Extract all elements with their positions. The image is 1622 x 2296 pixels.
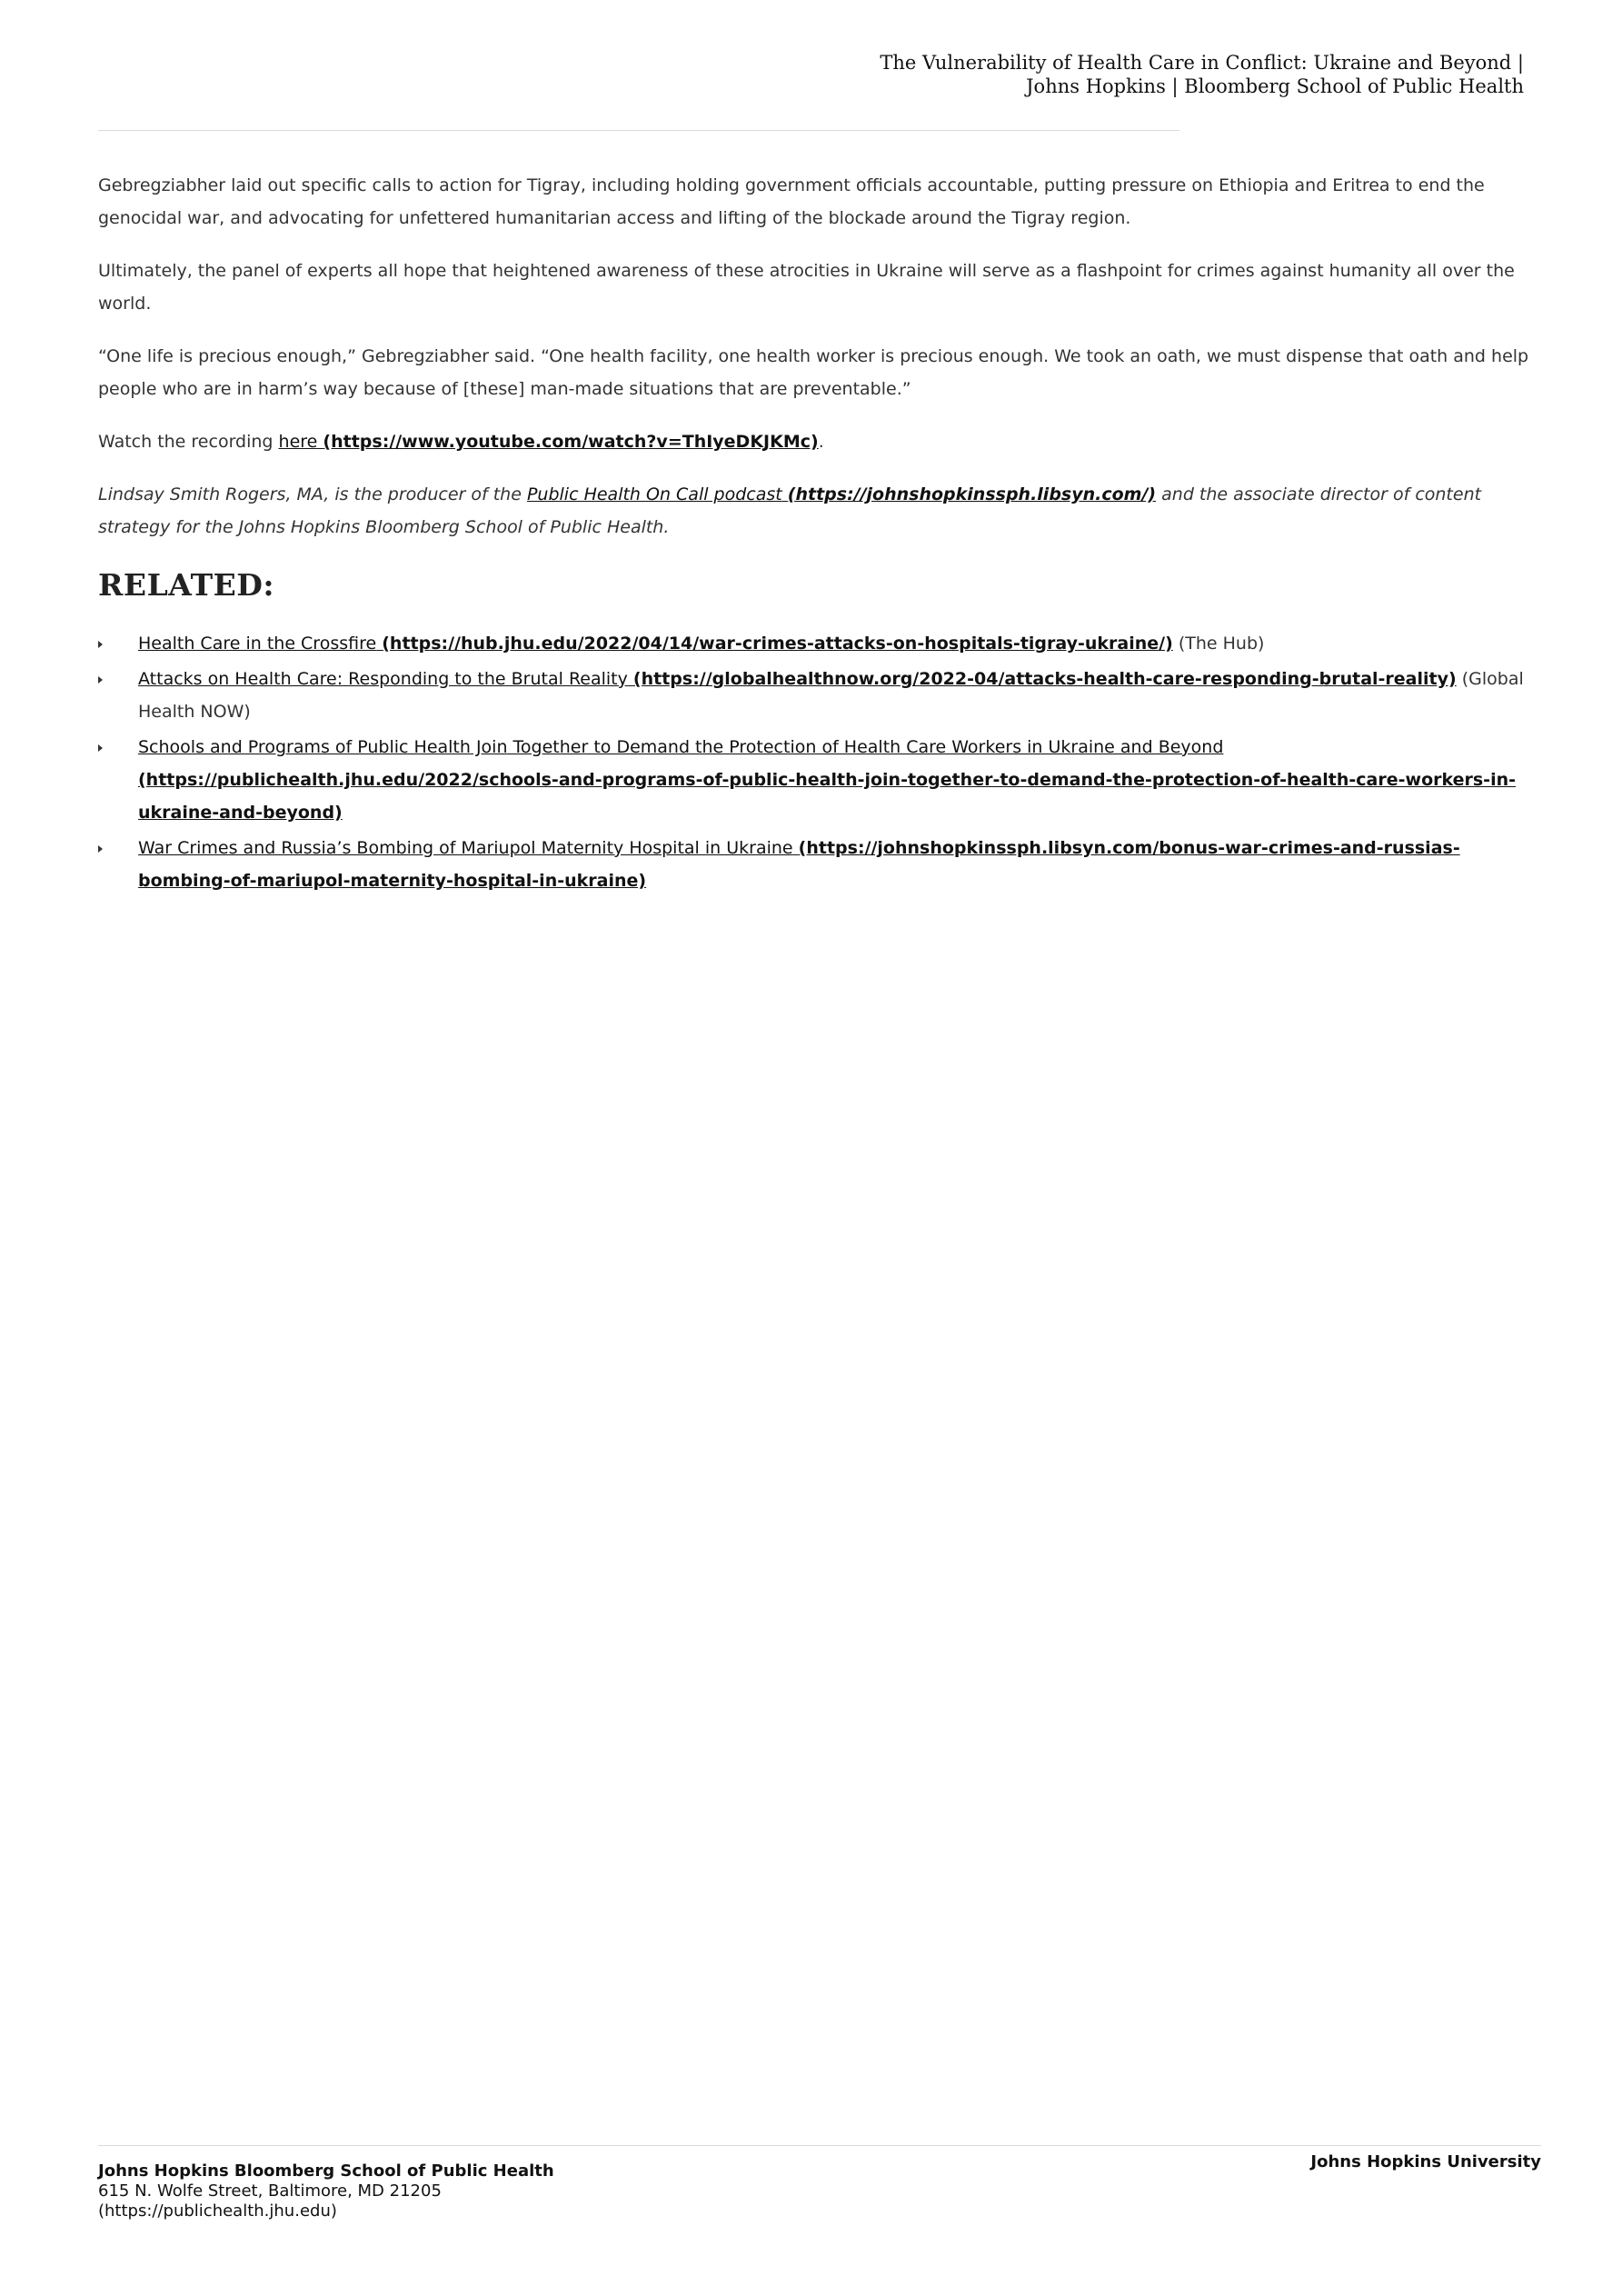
- related-link-schools[interactable]: [138, 737, 1516, 823]
- related-link-text: Health Care in the Crossfire: [138, 634, 377, 654]
- related-item: [98, 627, 1545, 660]
- related-link-url: (https://hub.jhu.edu/2022/04/14/war-crimes-attacks-on-hospitals-tigray-ukraine/): [382, 634, 1173, 654]
- related-link-url: (https://johnshopkinssph.libsyn.com/bonus-war-crimes-and-russias-bombing-of-mariupol-maternity-hospital-in-ukraine): [138, 838, 1460, 891]
- related-source: (The Hub): [1172, 634, 1265, 654]
- bullet-icon: [98, 744, 103, 752]
- related-link-text: Attacks on Health Care: Responding to the Brutal Reality: [138, 669, 628, 689]
- paragraph-quote: “One life is precious enough,” Gebregziabher said. “One health facility, one health worker is precious enough. We took an oath, we must dispense that oath and help people who are in harm’s way because of [these] man-made situations that are preventable.”: [98, 346, 1529, 399]
- footer-contact: [98, 2161, 554, 2221]
- byline-suffix: and the associate director of content strategy for the Johns Hopkins Bloomberg School of Public Health.: [98, 484, 1482, 537]
- related-item: [98, 832, 1545, 897]
- recording-link-text: here: [278, 432, 318, 452]
- related-link-attacks[interactable]: [138, 669, 1457, 689]
- header-divider: [98, 130, 1179, 131]
- article-body: [98, 169, 1545, 900]
- bullet-icon: [98, 641, 103, 648]
- footer-university[interactable]: Johns Hopkins University: [1310, 2152, 1541, 2171]
- paragraph-watch-recording: [98, 425, 1545, 458]
- footer-org-name: Johns Hopkins Bloomberg School of Public Health: [98, 2161, 554, 2181]
- watch-suffix: .: [818, 432, 824, 452]
- footer-divider: [98, 2145, 1541, 2146]
- related-link-text: War Crimes and Russia’s Bombing of Mariupol Maternity Hospital in Ukraine: [138, 838, 793, 858]
- related-heading: RELATED:: [98, 567, 275, 603]
- paragraph-flashpoint: Ultimately, the panel of experts all hope that heightened awareness of these atrocities in Ukraine will serve as a flashpoint for crimes against humanity all over the world.: [98, 261, 1515, 314]
- related-link-text: Schools and Programs of Public Health Join Together to Demand the Protection of Health Care Workers in Ukraine and Beyond: [138, 737, 1224, 757]
- related-item: [98, 731, 1545, 829]
- related-source: (Global Health NOW): [138, 669, 1524, 722]
- related-link-mariupol[interactable]: [138, 838, 1460, 891]
- recording-link[interactable]: [279, 432, 819, 452]
- footer-address: 615 N. Wolfe Street, Baltimore, MD 21205: [98, 2181, 442, 2201]
- podcast-link[interactable]: [527, 484, 1156, 504]
- podcast-link-text: Public Health On Call podcast: [526, 484, 782, 504]
- related-link-crossfire[interactable]: [138, 634, 1173, 654]
- podcast-link-url: (https://johnshopkinssph.libsyn.com/): [787, 484, 1157, 504]
- author-byline: [98, 478, 1545, 544]
- recording-link-url: (https://www.youtube.com/watch?v=ThIyeDKJKMc): [323, 432, 819, 452]
- page-header-title: The Vulnerability of Health Care in Conflict: Ukraine and Beyond | Johns Hopkins | Bloomberg School of Public Health: [880, 52, 1524, 97]
- bullet-icon: [98, 676, 103, 684]
- watch-prefix: Watch the recording: [98, 432, 279, 452]
- related-item: [98, 663, 1545, 728]
- footer-url[interactable]: (https://publichealth.jhu.edu): [98, 2201, 337, 2221]
- related-link-url: (https://globalhealthnow.org/2022-04/attacks-health-care-responding-brutal-reality): [632, 669, 1457, 689]
- related-link-url: (https://publichealth.jhu.edu/2022/schools-and-programs-of-public-health-join-together-to-demand-the-protection-of-health-care-workers-in-ukraine-and-beyond): [138, 770, 1516, 823]
- bullet-icon: [98, 845, 103, 853]
- related-list: [98, 627, 1545, 897]
- byline-prefix: Lindsay Smith Rogers, MA, is the producer of the: [98, 484, 527, 504]
- paragraph-calls-to-action: Gebregziabher laid out specific calls to action for Tigray, including holding government officials accountable, putting pressure on Ethiopia and Eritrea to end the genocidal war, and advocating for unfettered humanitarian access and lifting of the blockade around the Tigray region.: [98, 175, 1485, 228]
